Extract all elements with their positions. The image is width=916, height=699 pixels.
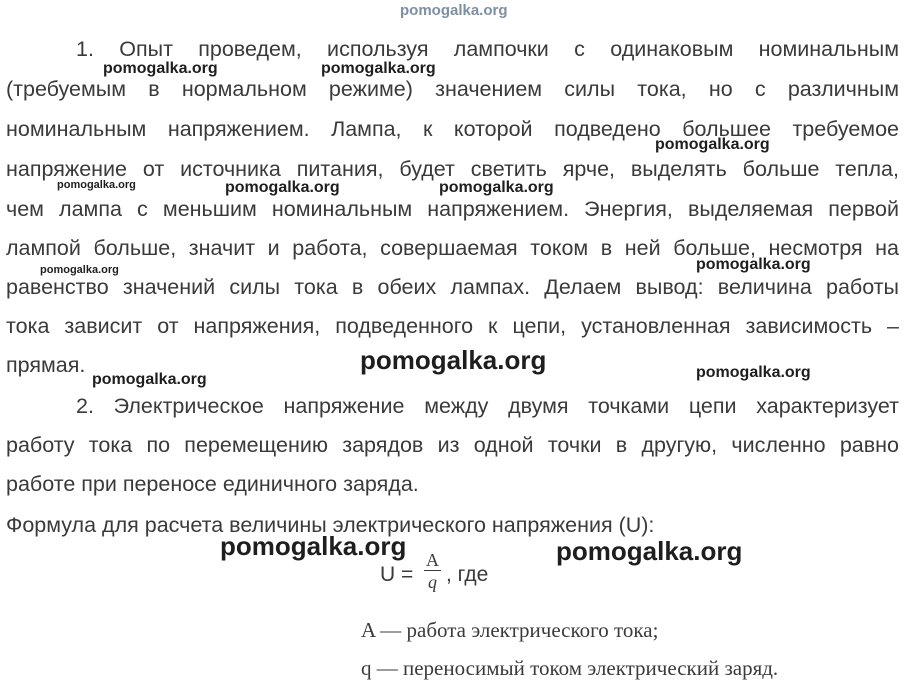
watermark: pomogalka.org bbox=[57, 179, 136, 191]
watermark: pomogalka.org bbox=[321, 60, 436, 77]
formula-suffix: , где bbox=[446, 563, 489, 586]
formula-fraction bbox=[424, 550, 441, 593]
formula-intro: Формула для расчета величины электрического напряжения (U): bbox=[6, 513, 655, 537]
paragraph-line: (требуемым в нормальном режиме) значением силы тока, но с различным bbox=[6, 77, 899, 101]
watermark: pomogalka.org bbox=[655, 136, 770, 153]
watermark: pomogalka.org bbox=[696, 364, 811, 381]
paragraph-line: лампой больше, значит и работа, совершаемая током в ней больше, несмотря на bbox=[6, 236, 899, 260]
watermark: pomogalka.org bbox=[220, 531, 407, 561]
watermark: pomogalka.org bbox=[556, 536, 743, 566]
watermark: pomogalka.org bbox=[40, 264, 119, 276]
paragraph-line: работу тока по перемещению зарядов из одной точки в другую, численно равно bbox=[6, 433, 899, 457]
formula-lhs: U = bbox=[380, 563, 414, 586]
watermark: pomogalka.org bbox=[103, 60, 218, 77]
watermark: pomogalka.org bbox=[439, 179, 554, 196]
paragraph-line: равенство значений силы тока в обеих лампах. Делаем вывод: величина работы bbox=[6, 275, 899, 299]
watermark: pomogalka.org bbox=[696, 256, 811, 273]
paragraph-line: 2. Электрическое напряжение между двумя точками цепи характеризует bbox=[76, 394, 899, 418]
paragraph-line: номинальным напряжением. Лампа, к которой подведено большее требуемое bbox=[6, 117, 899, 141]
paragraph-line: прямая. bbox=[6, 353, 86, 377]
formula-numerator: A bbox=[426, 550, 439, 570]
watermark: pomogalka.org bbox=[92, 371, 207, 388]
watermark: pomogalka.org bbox=[400, 2, 508, 19]
paragraph-line: работе при переносе единичного заряда. bbox=[6, 472, 419, 496]
paragraph-line: напряжение от источника питания, будет светить ярче, выделять больше тепла, bbox=[6, 157, 899, 181]
watermark: pomogalka.org bbox=[225, 179, 340, 196]
paragraph-line: чем лампа с меньшим номинальным напряжением. Энергия, выделяемая первой bbox=[6, 197, 899, 221]
definition-line: q — переносимый током электрический заряд. bbox=[361, 656, 779, 680]
definition-line: A — работа электрического тока; bbox=[361, 618, 659, 642]
watermark: pomogalka.org bbox=[360, 345, 547, 375]
formula-denominator: q bbox=[428, 572, 437, 592]
paragraph-line: 1. Опыт проведем, используя лампочки с одинаковым номинальным bbox=[76, 37, 899, 61]
paragraph-line: тока зависит от напряжения, подведенного к цепи, установленная зависимость – bbox=[6, 314, 899, 338]
